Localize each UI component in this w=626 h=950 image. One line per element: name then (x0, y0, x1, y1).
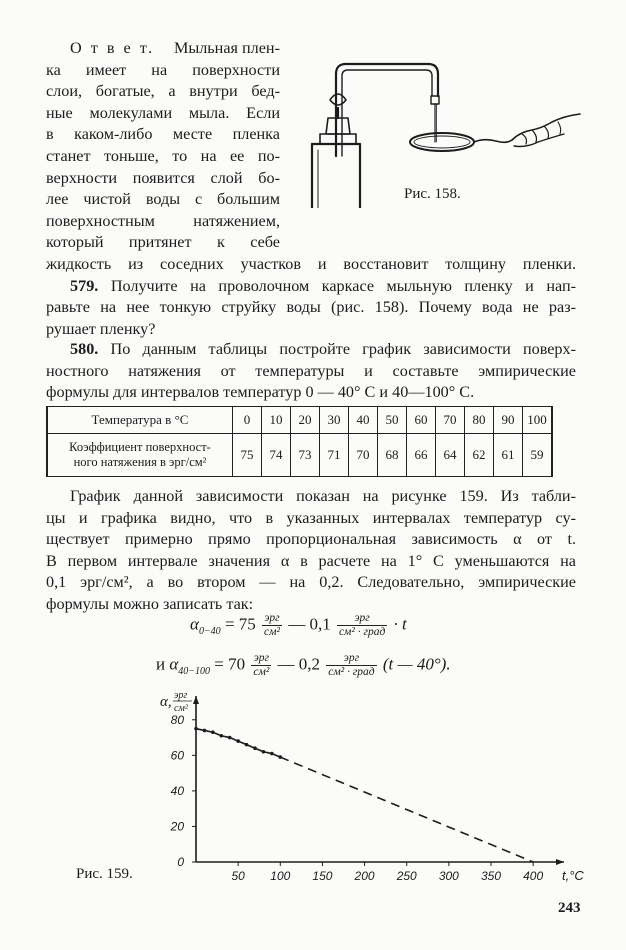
data-table (46, 406, 553, 477)
table-cell: 90 (494, 407, 523, 434)
y-tick-label: 60 (170, 748, 184, 763)
y-tick-label: 0 (177, 855, 184, 869)
data-point (253, 746, 257, 750)
data-point (203, 729, 207, 733)
answer-last-line: жидкость из соседних участков и восстановит толщину пленки. (46, 255, 576, 273)
answer-line: поверхностным натяжением, (46, 211, 280, 230)
table-cell: 70 (436, 407, 465, 434)
table-cell: 75 (233, 434, 262, 477)
table-cell: 30 (320, 407, 349, 434)
formula-2: и $\alpha_{40-100} = 70$ $\frac{\text{эрг}}{\text{см²}}$ — 0,2 $\frac{\text{эрг}}{\text{см² · град}}$ (t — 40°). (156, 652, 451, 678)
answer-line: О т в е т. Мыльная плен- (70, 39, 280, 57)
y-tick-label: 80 (170, 712, 184, 727)
answer-line: слои, богатые, а внутри бед- (46, 82, 280, 101)
figure-159-chart (150, 692, 590, 892)
x-tick-label: 350 (480, 869, 502, 883)
explanation-line: формулы можно записать так: (46, 595, 254, 613)
x-tick-label: 150 (312, 869, 333, 883)
table-cell: 10 (262, 407, 291, 434)
problem-579-line: 579. Получите на проволочном каркасе мыльную пленку и нап- (70, 276, 577, 295)
problem-580-line: 580. По данным таблицы постройте график зависимости поверх- (70, 340, 577, 358)
chart-ticks (170, 713, 544, 883)
table-header-coefficient: Коэффициент поверхност- ного натяжения в эрг/см² (47, 434, 233, 477)
answer-line: в каком-либо месте пленка (46, 125, 280, 144)
table-cell: 70 (349, 434, 378, 477)
series-line-dashed (280, 757, 533, 862)
data-point (211, 730, 215, 734)
answer-line: который притянет к себе (46, 233, 280, 252)
answer-line: ка имеет на поверхности (46, 60, 280, 79)
table-cell: 60 (407, 407, 436, 434)
table-cell: 100 (523, 407, 553, 434)
problem-579-number: 579. (70, 276, 99, 295)
table-cell: 64 (436, 434, 465, 477)
figure-158-caption: Рис. 158. (404, 186, 461, 202)
page-number: 243 (558, 900, 581, 916)
table-cell: 74 (262, 434, 291, 477)
chart-labels (160, 692, 584, 883)
problem-579-line: рушает пленку? (46, 319, 156, 338)
data-point (262, 750, 266, 754)
explanation-line: В первом интервале значения α в расчете на 1° С уменьшаются на (46, 551, 576, 570)
table-cell: 68 (378, 434, 407, 477)
x-tick-label: 250 (396, 869, 417, 883)
answer-line: ные молекулами мыла. Если (46, 103, 280, 122)
x-tick-label: 400 (523, 869, 544, 883)
problem-580-line: формулы для интервалов температур 0 — 40° С и 40—100° С. (46, 383, 475, 402)
table-row (47, 434, 552, 477)
table-cell: 61 (494, 434, 523, 477)
chart-axes (193, 696, 564, 865)
answer-line: лее чистой воды с большим (46, 190, 280, 209)
x-tick-label: 100 (270, 869, 291, 883)
data-point (236, 739, 240, 743)
table-cell: 0 (233, 407, 262, 434)
table-cell: 80 (465, 407, 494, 434)
x-tick-label: 50 (231, 869, 245, 883)
data-point (270, 752, 274, 756)
chart-series (194, 727, 533, 862)
x-tick-label: 300 (438, 869, 459, 883)
x-axis-label: t,°C (562, 868, 584, 883)
table-cell: 66 (407, 434, 436, 477)
table-cell: 20 (291, 407, 320, 434)
data-point (219, 734, 223, 738)
table-cell: 59 (523, 434, 553, 477)
y-axis-label: α, (160, 694, 172, 710)
explanation-line: 0,1 эрг/см², а во втором — на 0,2. Следовательно, эмпирические (46, 573, 576, 592)
table-header-temperature: Температура в °С (47, 407, 233, 434)
explanation-line: цы и графика видно, что в указанных интервалах температур су- (46, 508, 576, 527)
problem-580-number: 580. (70, 340, 99, 358)
explanation-line: ществует примерно прямо пропорциональная зависимость α от t. (46, 530, 576, 549)
data-point (245, 743, 249, 747)
answer-line: станет тоньше, то на ее по- (46, 147, 280, 165)
formula-1: $\alpha_{0-40} = 75$ $\frac{\text{эрг}}{\text{см²}}$ — 0,1 $\frac{\text{эрг}}{\text{см² · град}}$ · t (190, 612, 407, 638)
figure-159-caption: Рис. 159. (76, 866, 133, 882)
x-tick-label: 200 (354, 869, 375, 883)
data-point (194, 727, 198, 731)
y-axis-unit-numerator: эрг (174, 692, 188, 701)
problem-579-line: равьте на нее тонкую струйку воды (рис. 158). Почему вода не раз- (46, 298, 576, 317)
data-point (228, 736, 232, 740)
y-axis-unit-denominator: см² (174, 703, 188, 714)
table-row (47, 407, 552, 434)
table-cell: 71 (320, 434, 349, 477)
table-cell: 50 (378, 407, 407, 434)
explanation-line: График данной зависимости показан на рисунке 159. Из табли- (70, 487, 576, 505)
figure-158-illustration (300, 38, 590, 208)
answer-line: верхности появится слой бо- (46, 168, 280, 187)
y-tick-label: 20 (170, 819, 184, 834)
table-cell: 40 (349, 407, 378, 434)
x-axis-arrow-icon (556, 859, 564, 865)
problem-580-line: ностного натяжения от температуры и составьте эмпирические (46, 361, 576, 380)
table-cell: 62 (465, 434, 494, 477)
y-axis-arrow-icon (193, 696, 199, 704)
y-tick-label: 40 (170, 783, 184, 798)
table-cell: 73 (291, 434, 320, 477)
